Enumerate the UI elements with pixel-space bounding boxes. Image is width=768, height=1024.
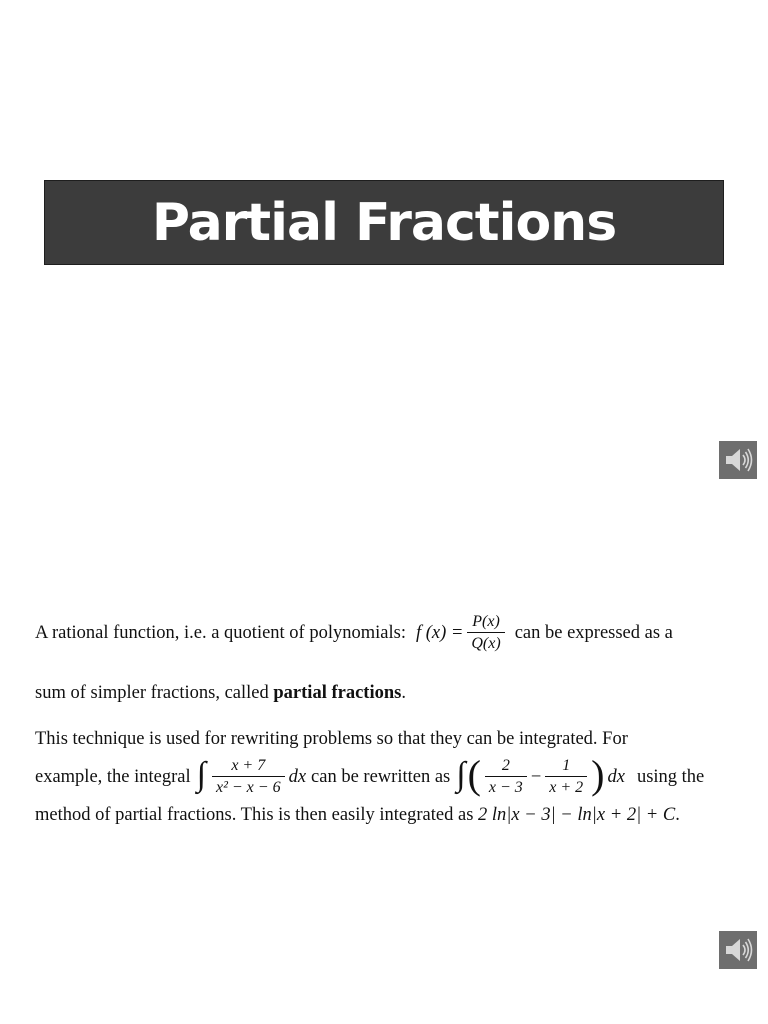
minus-sign: − [530, 766, 542, 787]
text-segment: using the [636, 766, 705, 787]
differential: dx [607, 766, 625, 787]
integration-result: 2 ln|x − 3| − ln|x + 2| + C [478, 805, 676, 825]
speaker-icon[interactable] [719, 441, 757, 479]
period: . [675, 805, 680, 825]
fraction-integrand [212, 756, 285, 797]
paragraph-line-2 [35, 682, 406, 704]
fraction-term-2 [545, 756, 587, 797]
right-paren: ) [591, 751, 605, 797]
fraction-numerator: P(x) [472, 613, 500, 630]
left-paren: ( [467, 751, 481, 797]
integral-sign: ∫ [456, 756, 466, 794]
integral-sign: ∫ [196, 756, 206, 794]
text-segment: method of partial fractions. This is then easily integrated as [35, 805, 474, 825]
paragraph-line-4 [35, 751, 705, 797]
text-segment: can be expressed as a [514, 622, 673, 643]
paragraph-line-3 [35, 728, 628, 750]
function-label: f (x) = [415, 622, 464, 643]
differential: dx [288, 766, 307, 787]
bold-term: partial fractions [273, 683, 402, 703]
fraction-denominator: x − 3 [485, 776, 527, 797]
text-segment: can be rewritten as [311, 766, 451, 787]
speaker-glyph [721, 933, 755, 967]
period: . [401, 683, 406, 703]
text-segment: A rational function, i.e. a quotient of polynomials: [35, 622, 406, 643]
speaker-glyph [721, 443, 755, 477]
fraction-denominator: Q(x) [467, 632, 504, 653]
fraction-p-over-q [467, 612, 504, 653]
paragraph-line-5 [35, 804, 680, 826]
fraction-numerator: 2 [501, 757, 510, 774]
fraction-term-1 [485, 756, 527, 797]
text-segment: sum of simpler fractions, called [35, 683, 269, 703]
fraction-numerator: x + 7 [231, 757, 266, 774]
fraction-denominator: x + 2 [545, 776, 587, 797]
speaker-icon[interactable] [719, 931, 757, 969]
title-banner [44, 180, 724, 265]
fraction-denominator: x² − x − 6 [212, 776, 285, 797]
fraction-numerator: 1 [562, 757, 571, 774]
text-segment: example, the integral [35, 766, 191, 787]
text-segment: This technique is used for rewriting problems so that they can be integrated. For [35, 729, 628, 749]
paragraph-line-1 [35, 612, 673, 653]
slide-title: Partial Fractions [151, 192, 617, 253]
